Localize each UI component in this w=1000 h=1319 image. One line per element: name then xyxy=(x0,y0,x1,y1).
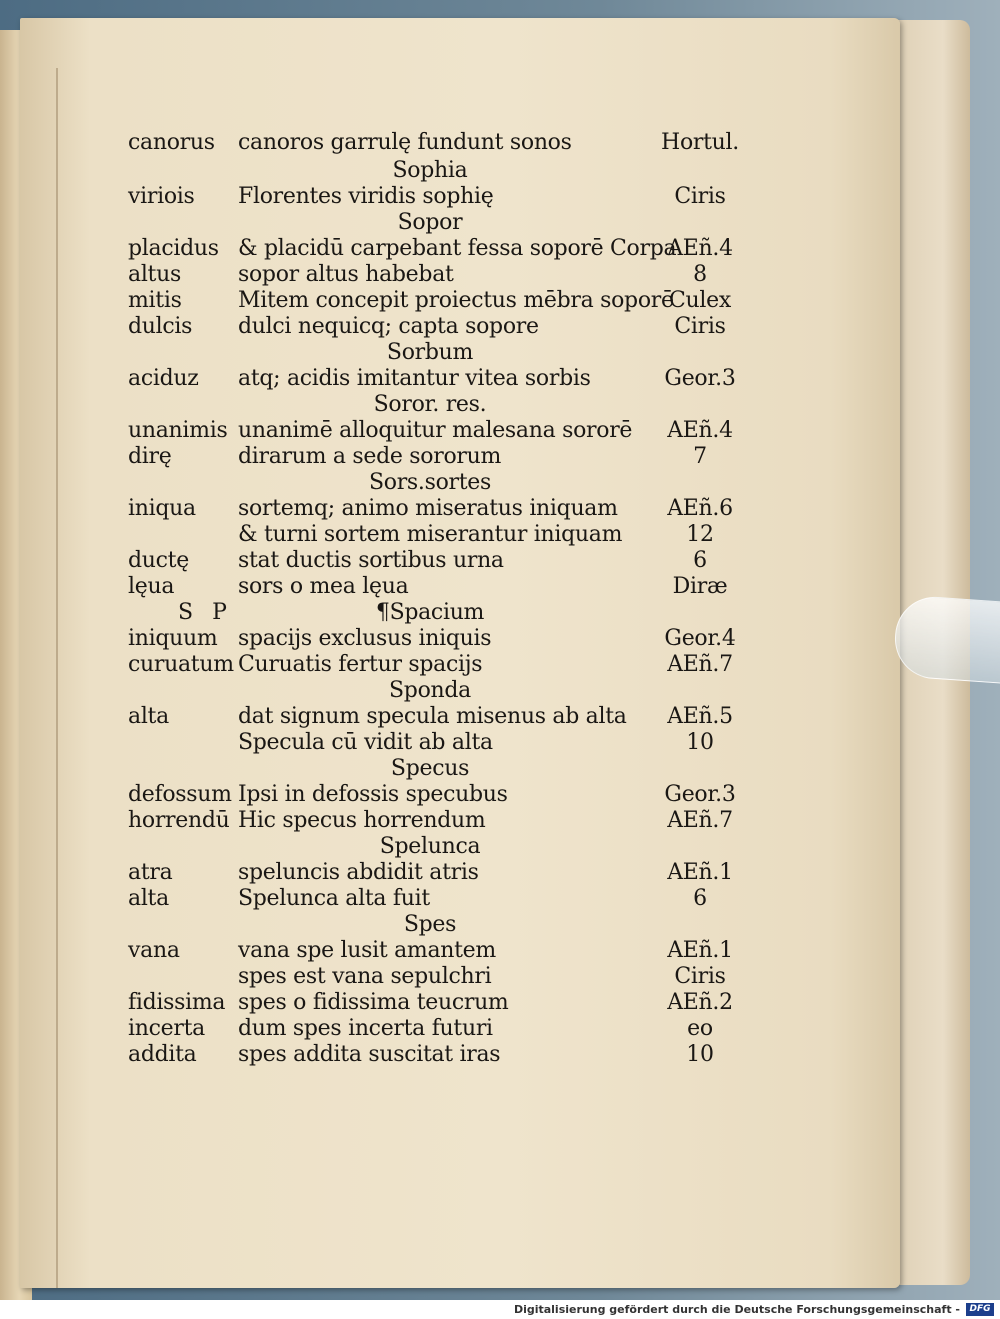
entry-term: mitis xyxy=(128,288,182,313)
entry-heading: Sopor xyxy=(397,210,463,235)
entry-term: alta xyxy=(128,886,169,911)
entry-term: incerta xyxy=(128,1016,205,1041)
entry-heading: Spes xyxy=(403,912,457,937)
entry-quotation: atq; acidis imitantur vitea sorbis xyxy=(238,366,591,391)
entry-source: 6 xyxy=(693,886,707,911)
entry-quotation: spacijs exclusus iniquis xyxy=(238,626,492,651)
entry-quotation: stat ductis sortibus urna xyxy=(238,548,504,573)
entry-term: iniquum xyxy=(128,626,218,651)
footer-bar xyxy=(0,1300,1000,1319)
entry-source: Geor.4 xyxy=(664,626,736,651)
entry-heading: Sophia xyxy=(392,158,468,183)
entry-term: addita xyxy=(128,1042,197,1067)
entry-term: aciduz xyxy=(128,366,199,391)
entry-quotation: speluncis abdidit atris xyxy=(238,860,479,885)
entry-source: Geor.3 xyxy=(664,782,736,807)
entry-term: defossum xyxy=(128,782,232,807)
entry-quotation: Hic specus horrendum xyxy=(238,808,486,833)
entry-source: Ciris xyxy=(674,314,726,339)
entry-heading: ¶Spacium xyxy=(375,600,485,625)
entry-source: 7 xyxy=(693,444,707,469)
entry-heading: Sorbum xyxy=(386,340,474,365)
entry-source: AEñ.7 xyxy=(667,808,733,833)
entry-term: placidus xyxy=(128,236,219,261)
entry-source: Geor.3 xyxy=(664,366,736,391)
entry-source: Hortul. xyxy=(661,130,739,155)
entry-source: Ciris xyxy=(674,964,726,989)
entry-heading: Sponda xyxy=(389,678,471,703)
entry-source: AEñ.6 xyxy=(667,496,733,521)
entry-source: AEñ.4 xyxy=(667,418,733,443)
entry-term: lęua xyxy=(128,574,175,599)
entry-quotation: dum spes incerta futuri xyxy=(238,1016,493,1041)
entry-quotation: spes addita suscitat iras xyxy=(238,1042,501,1067)
entry-source: 8 xyxy=(693,262,707,287)
entry-term: iniqua xyxy=(128,496,196,521)
footer-credit: Digitalisierung gefördert durch die Deutsche Forschungsgemeinschaft - xyxy=(513,1303,960,1316)
entry-quotation: dirarum a sede sororum xyxy=(238,444,502,469)
section-marker: S P xyxy=(178,600,233,625)
entry-heading: Soror. res. xyxy=(373,392,487,417)
entry-source: AEñ.1 xyxy=(667,860,733,885)
entry-source: 12 xyxy=(686,522,714,547)
entry-quotation: canoros garrulę fundunt sonos xyxy=(238,130,572,155)
entry-quotation: sopor altus habebat xyxy=(238,262,454,287)
entry-term: atra xyxy=(128,860,173,885)
entry-source: AEñ.1 xyxy=(667,938,733,963)
entry-source: 10 xyxy=(686,1042,714,1067)
entry-term: dulcis xyxy=(128,314,193,339)
entry-term: ductę xyxy=(128,548,189,573)
dfg-logo: DFG xyxy=(966,1303,994,1316)
entry-quotation: sortemq; animo miseratus iniquam xyxy=(238,496,618,521)
entry-quotation: dulci nequicq; capta sopore xyxy=(238,314,539,339)
entry-source: AEñ.5 xyxy=(667,704,733,729)
entry-quotation: vana spe lusit amantem xyxy=(238,938,496,963)
entry-quotation: dat signum specula misenus ab alta xyxy=(238,704,627,729)
entry-term: unanimis xyxy=(128,418,228,443)
entry-quotation: Ipsi in defossis specubus xyxy=(238,782,508,807)
entry-heading: Sors.sortes xyxy=(368,470,492,495)
gutter-fold xyxy=(56,68,58,1288)
entry-term: altus xyxy=(128,262,181,287)
entry-quotation: & placidū carpebant fessa soporē Corpa xyxy=(238,236,677,261)
entry-quotation: Mitem concepit proiectus mēbra soporē xyxy=(238,288,674,313)
entry-term: fidissima xyxy=(128,990,226,1015)
entry-quotation: Spelunca alta fuit xyxy=(238,886,430,911)
entry-source: Ciris xyxy=(674,184,726,209)
entry-quotation: spes est vana sepulchri xyxy=(238,964,492,989)
entry-term: curuatum xyxy=(128,652,234,677)
entry-quotation: Specula cū vidit ab alta xyxy=(238,730,493,755)
entry-term: alta xyxy=(128,704,169,729)
entry-source: AEñ.4 xyxy=(667,236,733,261)
entry-source: Diræ xyxy=(672,574,728,599)
entry-term: dirę xyxy=(128,444,172,469)
entry-quotation: Florentes viridis sophię xyxy=(238,184,494,209)
entry-quotation: sors o mea lęua xyxy=(238,574,409,599)
entry-source: AEñ.7 xyxy=(667,652,733,677)
entry-heading: Specus xyxy=(390,756,470,781)
entry-quotation: unanimē alloquitur malesana sororē xyxy=(238,418,633,443)
entry-source: eo xyxy=(687,1016,713,1041)
entry-source: AEñ.2 xyxy=(667,990,733,1015)
entry-source: 10 xyxy=(686,730,714,755)
entry-source: 6 xyxy=(693,548,707,573)
entry-term: vana xyxy=(128,938,180,963)
entry-term: horrendū xyxy=(128,808,230,833)
entry-term: canorus xyxy=(128,130,215,155)
entry-quotation: & turni sortem miserantur iniquam xyxy=(238,522,623,547)
entry-quotation: Curuatis fertur spacijs xyxy=(238,652,483,677)
entry-source: Culex xyxy=(669,288,731,313)
entry-term: viriois xyxy=(128,184,195,209)
entry-quotation: spes o fidissima teucrum xyxy=(238,990,509,1015)
entry-heading: Spelunca xyxy=(379,834,481,859)
